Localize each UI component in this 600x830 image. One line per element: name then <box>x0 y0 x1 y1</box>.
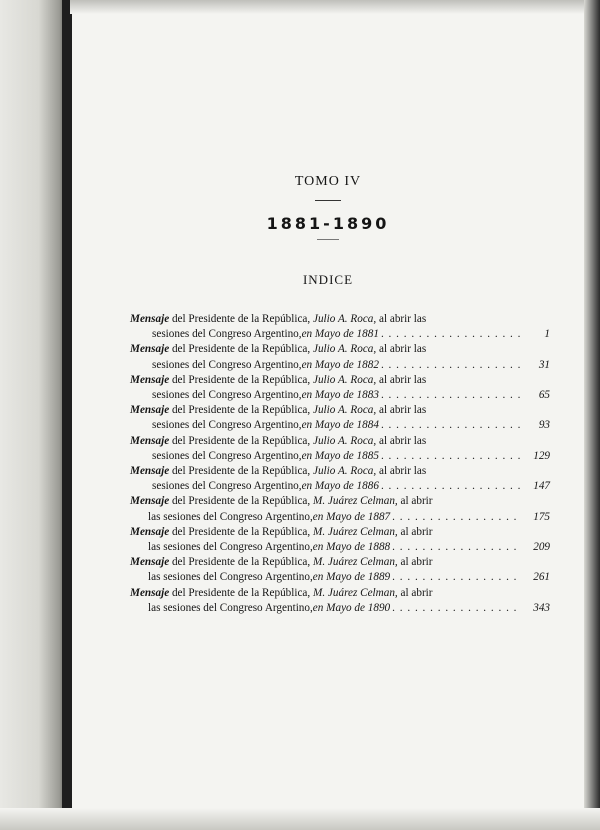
entry-text: del Presidente de la República, <box>169 343 313 356</box>
entry-date: en Mayo de 1883 <box>301 389 379 402</box>
toc-entry-line2 <box>130 570 550 585</box>
entry-session: las sesiones del Congreso Argentino, <box>148 541 313 554</box>
entry-date: en Mayo de 1889 <box>312 571 391 584</box>
book-gutter-shadow <box>0 0 70 830</box>
entry-keyword: Mensaje <box>130 373 170 386</box>
book-spine <box>62 0 72 830</box>
entry-keyword: Mensaje <box>130 556 170 569</box>
entry-date: en Mayo de 1886 <box>301 480 379 493</box>
entry-session: sesiones del Congreso Argentino, <box>152 328 302 341</box>
entry-text: del Presidente de la República, <box>169 373 313 386</box>
entry-president: Julio A. Roca, <box>313 313 377 325</box>
toc-entry[interactable] <box>130 312 550 342</box>
entry-text: del Presidente de la República, <box>169 525 313 538</box>
toc-entry-line2 <box>130 601 550 616</box>
toc-entry-line2 <box>130 358 550 373</box>
entry-page-number: 1 <box>544 328 550 341</box>
entry-page-number: 31 <box>538 358 550 371</box>
entry-text-end: al abrir las <box>376 404 427 417</box>
entry-page-number: 175 <box>533 510 550 523</box>
entry-session: sesiones del Congreso Argentino, <box>152 449 302 462</box>
entry-date: en Mayo de 1888 <box>312 541 391 554</box>
entry-text-end: al abrir las <box>376 434 427 447</box>
entry-page-number: 147 <box>533 480 550 493</box>
entry-text: del Presidente de la República, <box>169 586 313 599</box>
book-page <box>72 14 584 808</box>
entry-date: en Mayo de 1885 <box>301 449 379 462</box>
entry-keyword: Mensaje <box>130 313 170 325</box>
entry-keyword: Mensaje <box>130 525 170 538</box>
entry-keyword: Mensaje <box>130 434 170 447</box>
entry-session: sesiones del Congreso Argentino, <box>152 358 302 371</box>
entry-text: del Presidente de la República, <box>169 465 313 478</box>
entry-president: M. Juárez Celman, <box>313 525 398 538</box>
toc-entry-line2 <box>130 327 550 342</box>
toc-entry-line2 <box>130 510 550 525</box>
leader-dots <box>379 388 520 403</box>
entry-text: del Presidente de la República, <box>169 495 313 508</box>
entry-text-end: al abrir <box>397 586 433 599</box>
toc-entry-line1 <box>130 312 550 327</box>
toc-entry-line1 <box>130 342 550 357</box>
toc-entry-line1 <box>130 525 550 540</box>
page-top-edge <box>70 0 584 14</box>
entry-president: M. Juárez Celman, <box>313 495 398 508</box>
leader-dots <box>390 601 520 616</box>
entry-session: sesiones del Congreso Argentino, <box>152 389 302 402</box>
toc-entry-line2 <box>130 418 550 433</box>
entry-page-number: 343 <box>533 601 550 614</box>
toc-entry-line1 <box>130 434 550 449</box>
toc-entry-line1 <box>130 464 550 479</box>
toc-entry[interactable] <box>130 403 550 433</box>
page-right-edge <box>584 0 600 830</box>
entry-president: Julio A. Roca, <box>313 404 377 417</box>
entry-text-end: al abrir las <box>376 313 427 325</box>
toc-entry[interactable] <box>130 373 550 403</box>
toc-entry-line1 <box>130 494 550 509</box>
entry-page-number: 93 <box>538 419 550 432</box>
table-of-contents <box>130 312 550 616</box>
entry-session: sesiones del Congreso Argentino, <box>152 419 302 432</box>
entry-session: las sesiones del Congreso Argentino, <box>148 601 313 614</box>
entry-text: del Presidente de la República, <box>169 404 313 417</box>
entry-text-end: al abrir las <box>376 343 427 356</box>
entry-text-end: al abrir <box>397 556 433 569</box>
entry-keyword: Mensaje <box>130 495 170 508</box>
entry-text-end: al abrir las <box>376 373 427 386</box>
entry-president: Julio A. Roca, <box>313 434 377 447</box>
entry-text-end: al abrir <box>397 525 433 538</box>
leader-dots <box>390 570 520 585</box>
entry-session: sesiones del Congreso Argentino, <box>152 480 302 493</box>
leader-dots <box>390 510 520 525</box>
entry-date: en Mayo de 1887 <box>312 510 391 523</box>
toc-entry-line2 <box>130 388 550 403</box>
leader-dots <box>379 418 520 433</box>
toc-entry-line1 <box>130 586 550 601</box>
years-rule <box>317 239 339 240</box>
entry-page-number: 261 <box>533 571 550 584</box>
entry-text-end: al abrir <box>397 495 433 508</box>
toc-entry[interactable] <box>130 342 550 372</box>
leader-dots <box>390 540 520 555</box>
entry-president: Julio A. Roca, <box>313 373 377 386</box>
entry-date: en Mayo de 1881 <box>301 328 379 341</box>
toc-entry-line1 <box>130 403 550 418</box>
entry-president: M. Juárez Celman, <box>313 586 398 599</box>
toc-entry-line2 <box>130 540 550 555</box>
entry-president: M. Juárez Celman, <box>313 556 398 569</box>
entry-keyword: Mensaje <box>130 586 170 599</box>
toc-entry[interactable] <box>130 464 550 494</box>
section-heading: INDICE <box>302 272 354 287</box>
toc-entry-line1 <box>130 555 550 570</box>
entry-text: del Presidente de la República, <box>169 434 313 447</box>
entry-text: del Presidente de la República, <box>169 313 313 325</box>
entry-session: las sesiones del Congreso Argentino, <box>148 571 313 584</box>
leader-dots <box>379 358 520 373</box>
entry-page-number: 65 <box>538 389 550 402</box>
entry-keyword: Mensaje <box>130 343 170 356</box>
entry-president: Julio A. Roca, <box>313 465 377 478</box>
leader-dots <box>379 479 520 494</box>
entry-text: del Presidente de la República, <box>169 556 313 569</box>
entry-president: Julio A. Roca, <box>313 343 377 356</box>
leader-dots <box>379 449 520 464</box>
volume-title: TOMO IV <box>294 174 362 189</box>
leader-dots <box>379 327 520 342</box>
year-range: 1881-1890 <box>266 214 390 233</box>
toc-entry[interactable] <box>130 525 550 555</box>
entry-text-end: al abrir las <box>376 465 427 478</box>
toc-entry[interactable] <box>130 555 550 585</box>
entry-keyword: Mensaje <box>130 465 170 478</box>
entry-date: en Mayo de 1890 <box>312 601 391 614</box>
toc-entry-line2 <box>130 449 550 464</box>
entry-session: las sesiones del Congreso Argentino, <box>148 510 313 523</box>
toc-entry[interactable] <box>130 434 550 464</box>
entry-keyword: Mensaje <box>130 404 170 417</box>
toc-entry[interactable] <box>130 586 550 616</box>
toc-entry-line2 <box>130 479 550 494</box>
toc-entry[interactable] <box>130 494 550 524</box>
title-rule <box>315 200 341 201</box>
entry-page-number: 209 <box>533 541 550 554</box>
entry-page-number: 129 <box>533 449 550 462</box>
toc-entry-line1 <box>130 373 550 388</box>
entry-date: en Mayo de 1882 <box>301 358 379 371</box>
page-bottom-edge <box>0 808 600 830</box>
entry-date: en Mayo de 1884 <box>301 419 379 432</box>
